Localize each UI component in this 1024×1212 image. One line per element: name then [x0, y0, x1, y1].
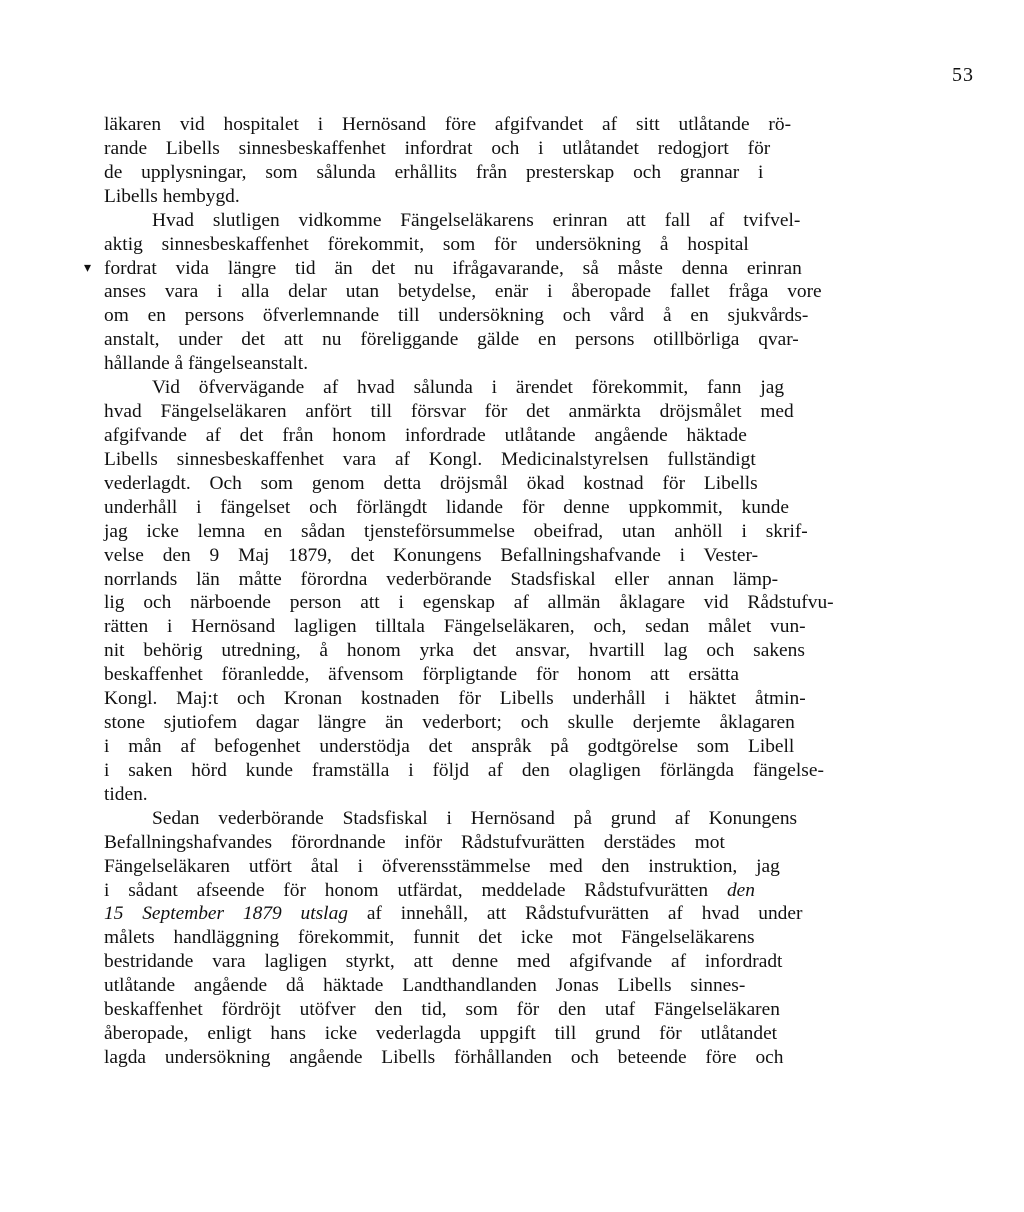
text-line: [104, 137, 872, 161]
text-line-content: beskaffenhet föranledde, äfvensom förpligtande för honom att ersätta: [104, 664, 739, 686]
text-line-content: om en persons öfverlemnande till undersökning och vård å en sjukvårds-: [104, 305, 809, 327]
text-line: [104, 1046, 872, 1070]
text-line-content: Hvad slutligen vidkomme Fängelseläkarens erinran att fall af tvifvel-: [152, 209, 801, 231]
text-line: [104, 328, 872, 352]
text-line-content: anstalt, under det att nu föreliggande gälde en persons otillbörliga qvar-: [104, 329, 799, 351]
text-line-content: lig och närboende person att i egenskap af allmän åklagare vid Rådstufvu-: [104, 592, 834, 614]
text-line-content: aktig sinnesbeskaffenhet förekommit, som för undersökning å hospital: [104, 233, 749, 255]
text-segment: i sådant afseende för honom utfärdat, meddelade Rådstufvurätten: [104, 879, 709, 901]
text-line-content: stone sjutiofem dagar längre än vederbort; och skulle derjemte åklagaren: [104, 712, 795, 734]
text-line: [104, 663, 872, 687]
text-line: [104, 496, 872, 520]
text-line-content: i mån af befogenhet understödja det anspråk på godtgörelse som Libell: [104, 735, 795, 757]
text-line: [104, 974, 872, 998]
text-line-content: Libells hembygd.: [104, 185, 240, 207]
text-line-content: nit behörig utredning, å honom yrka det ansvar, hvartill lag och sakens: [104, 640, 805, 662]
text-line: [104, 544, 872, 568]
text-line-content: velse den 9 Maj 1879, det Konungens Befallningshafvande i Vester-: [104, 544, 759, 566]
text-line-content: åberopade, enligt hans icke vederlagda uppgift till grund för utlåtandet: [104, 1023, 778, 1045]
text-line: [104, 831, 872, 855]
text-line: [104, 950, 872, 974]
text-line-content: Fängelseläkaren utfört åtal i öfverensstämmelse med den instruktion, jag: [104, 855, 780, 877]
text-line: [104, 591, 872, 615]
text-line-content: de upplysningar, som sålunda erhållits från presterskap och grannar i: [104, 161, 764, 183]
text-line: [104, 376, 872, 400]
text-line-content: underhåll i fängelset och förlängdt lidande för denne uppkommit, kunde: [104, 496, 789, 518]
text-line-content: jag icke lemna en sådan tjensteförsummelse obeifrad, utan anhöll i skrif-: [104, 520, 808, 542]
text-line-content: läkaren vid hospitalet i Hernösand före afgifvandet af sitt utlåtande rö-: [104, 114, 792, 135]
text-line: [104, 448, 872, 472]
text-line-content: [104, 902, 802, 926]
text-line: [104, 472, 872, 496]
text-line: [104, 615, 872, 639]
text-line: [104, 735, 872, 759]
text-line-content: rande Libells sinnesbeskaffenhet infordrat och i utlåtandet redogjort för: [104, 137, 771, 159]
text-line: [104, 233, 872, 257]
text-line-content: vederlagdt. Och som genom detta dröjsmål ökad kostnad för Libells: [104, 472, 758, 494]
text-line-content: anses vara i alla delar utan betydelse, enär i åberopade fallet fråga vore: [104, 281, 822, 303]
text-line-content: Sedan vederbörande Stadsfiskal i Hernösand på grund af Konungens: [152, 807, 798, 829]
text-line: [104, 424, 872, 448]
text-line: [104, 783, 872, 807]
text-line: [104, 185, 872, 209]
text-line: [104, 304, 872, 328]
text-line: [104, 759, 872, 783]
text-line-content: bestridande vara lagligen styrkt, att denne med afgifvande af infordradt: [104, 951, 783, 973]
text-line: [104, 113, 872, 137]
italic-text: den: [708, 879, 755, 901]
text-line-content: lagda undersökning angående Libells förhållanden och beteende före och: [104, 1046, 784, 1068]
text-line-content: beskaffenhet fördröjt utöfver den tid, som för den utaf Fängelseläkaren: [104, 999, 780, 1021]
text-line-content: Vid öfvervägande af hvad sålunda i ärendet förekommit, fann jag: [152, 377, 785, 399]
text-line: [104, 1022, 872, 1046]
text-line: [104, 568, 872, 592]
text-line-content: tiden.: [104, 783, 148, 805]
text-segment: af innehåll, att Rådstufvurätten af hvad under: [347, 903, 803, 925]
text-line: [104, 639, 872, 663]
text-line-content: Libells sinnesbeskaffenhet vara af Kongl. Medicinalstyrelsen fullständigt: [104, 448, 756, 470]
body-text: [104, 113, 872, 1070]
text-line: [104, 687, 872, 711]
text-line: [104, 879, 872, 903]
text-line-content: i saken hörd kunde framställa i följd af den olagligen förlängda fängelse-: [104, 759, 824, 781]
text-line: [104, 711, 872, 735]
text-line-content: målets handläggning förekommit, funnit det icke mot Fängelseläkarens: [104, 927, 755, 949]
text-line: [104, 257, 872, 281]
text-line: [104, 280, 872, 304]
text-line-content: [104, 879, 755, 903]
text-line: [104, 400, 872, 424]
text-line-content: utlåtande angående då häktade Landthandlanden Jonas Libells sinnes-: [104, 975, 746, 997]
page-number: 53: [952, 64, 974, 86]
text-line-content: afgifvande af det från honom infordrade utlåtande angående häktade: [104, 424, 747, 446]
text-line-content: fordrat vida längre tid än det nu ifrågavarande, så måste denna erinran: [104, 257, 802, 279]
text-line-content: rätten i Hernösand lagligen tilltala Fängelseläkaren, och, sedan målet vun-: [104, 616, 806, 638]
text-line: [104, 352, 872, 376]
text-line: [104, 855, 872, 879]
text-line-content: hållande å fängelseanstalt.: [104, 353, 309, 375]
text-line: [104, 209, 872, 233]
text-line: [104, 902, 872, 926]
text-line-content: Kongl. Maj:t och Kronan kostnaden för Libells underhåll i häktet åtmin-: [104, 688, 806, 710]
margin-mark: ▾: [84, 261, 92, 276]
italic-text: 15 September 1879 utslag: [104, 903, 348, 925]
text-line-content: Befallningshafvandes förordnande inför Rådstufvurätten derstädes mot: [104, 831, 725, 853]
text-line-content: norrlands län måtte förordna vederbörande Stadsfiskal eller annan lämp-: [104, 568, 779, 590]
text-line: [104, 998, 872, 1022]
text-line: [104, 807, 872, 831]
text-line: [104, 926, 872, 950]
text-line: [104, 161, 872, 185]
text-line-content: hvad Fängelseläkaren anfört till försvar för det anmärkta dröjsmålet med: [104, 401, 794, 423]
text-line: [104, 520, 872, 544]
